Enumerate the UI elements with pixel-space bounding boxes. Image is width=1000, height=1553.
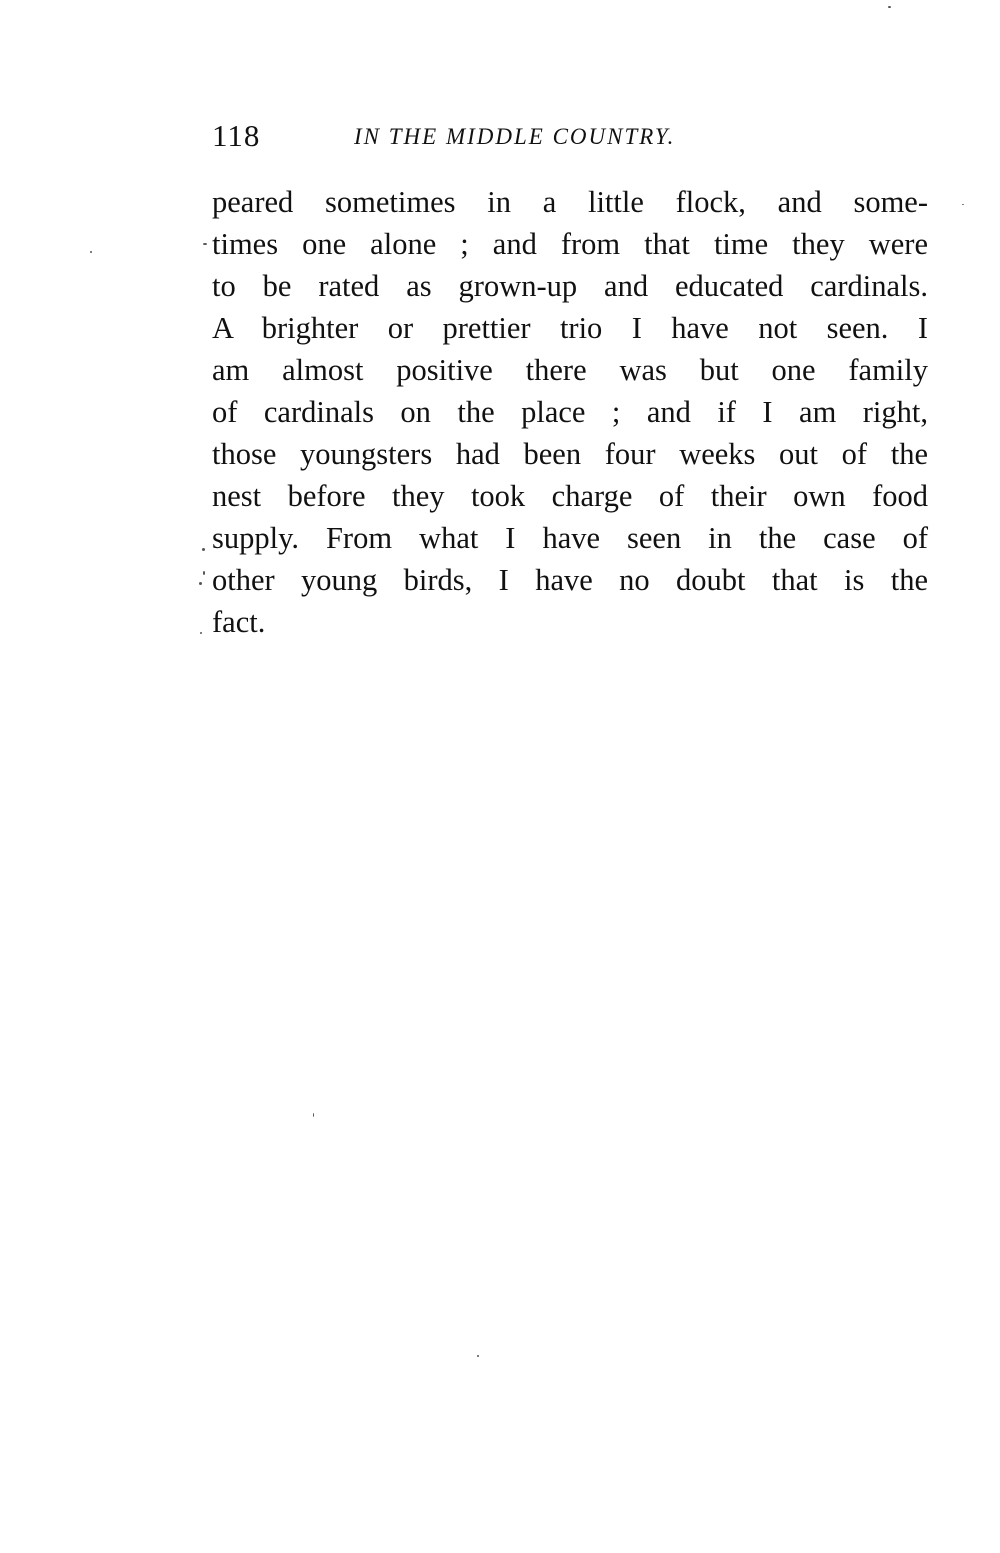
text-line: to be rated as grown-up and educated cardinals.	[212, 269, 928, 303]
text-line: of cardinals on the place ; and if I am right,	[212, 395, 928, 429]
text-line: fact.	[212, 605, 266, 639]
scan-speck	[203, 571, 205, 575]
text-line: peared sometimes in a little flock, and some-	[212, 185, 928, 219]
scan-speck	[199, 582, 202, 585]
scan-speck	[202, 548, 205, 551]
scan-speck	[313, 1113, 314, 1117]
running-head	[212, 118, 928, 162]
body-text	[212, 181, 928, 643]
text-line: times one alone ; and from that time they were	[212, 227, 928, 261]
scan-speck	[90, 251, 92, 253]
text-line: other young birds, I have no doubt that is the	[212, 563, 928, 597]
text-line: am almost positive there was but one family	[212, 353, 928, 387]
page-number: 118	[212, 118, 261, 153]
text-line: nest before they took charge of their own food	[212, 479, 928, 513]
running-title: IN THE MIDDLE COUNTRY.	[354, 124, 676, 149]
scan-speck	[477, 1355, 479, 1357]
text-line: supply. From what I have seen in the case of	[212, 521, 928, 555]
scan-speck	[888, 6, 891, 8]
scan-speck	[962, 204, 964, 205]
scan-speck	[203, 243, 207, 245]
text-line: those youngsters had been four weeks out of the	[212, 437, 928, 471]
text-line: A brighter or prettier trio I have not seen. I	[212, 311, 928, 345]
scan-speck	[200, 632, 202, 634]
